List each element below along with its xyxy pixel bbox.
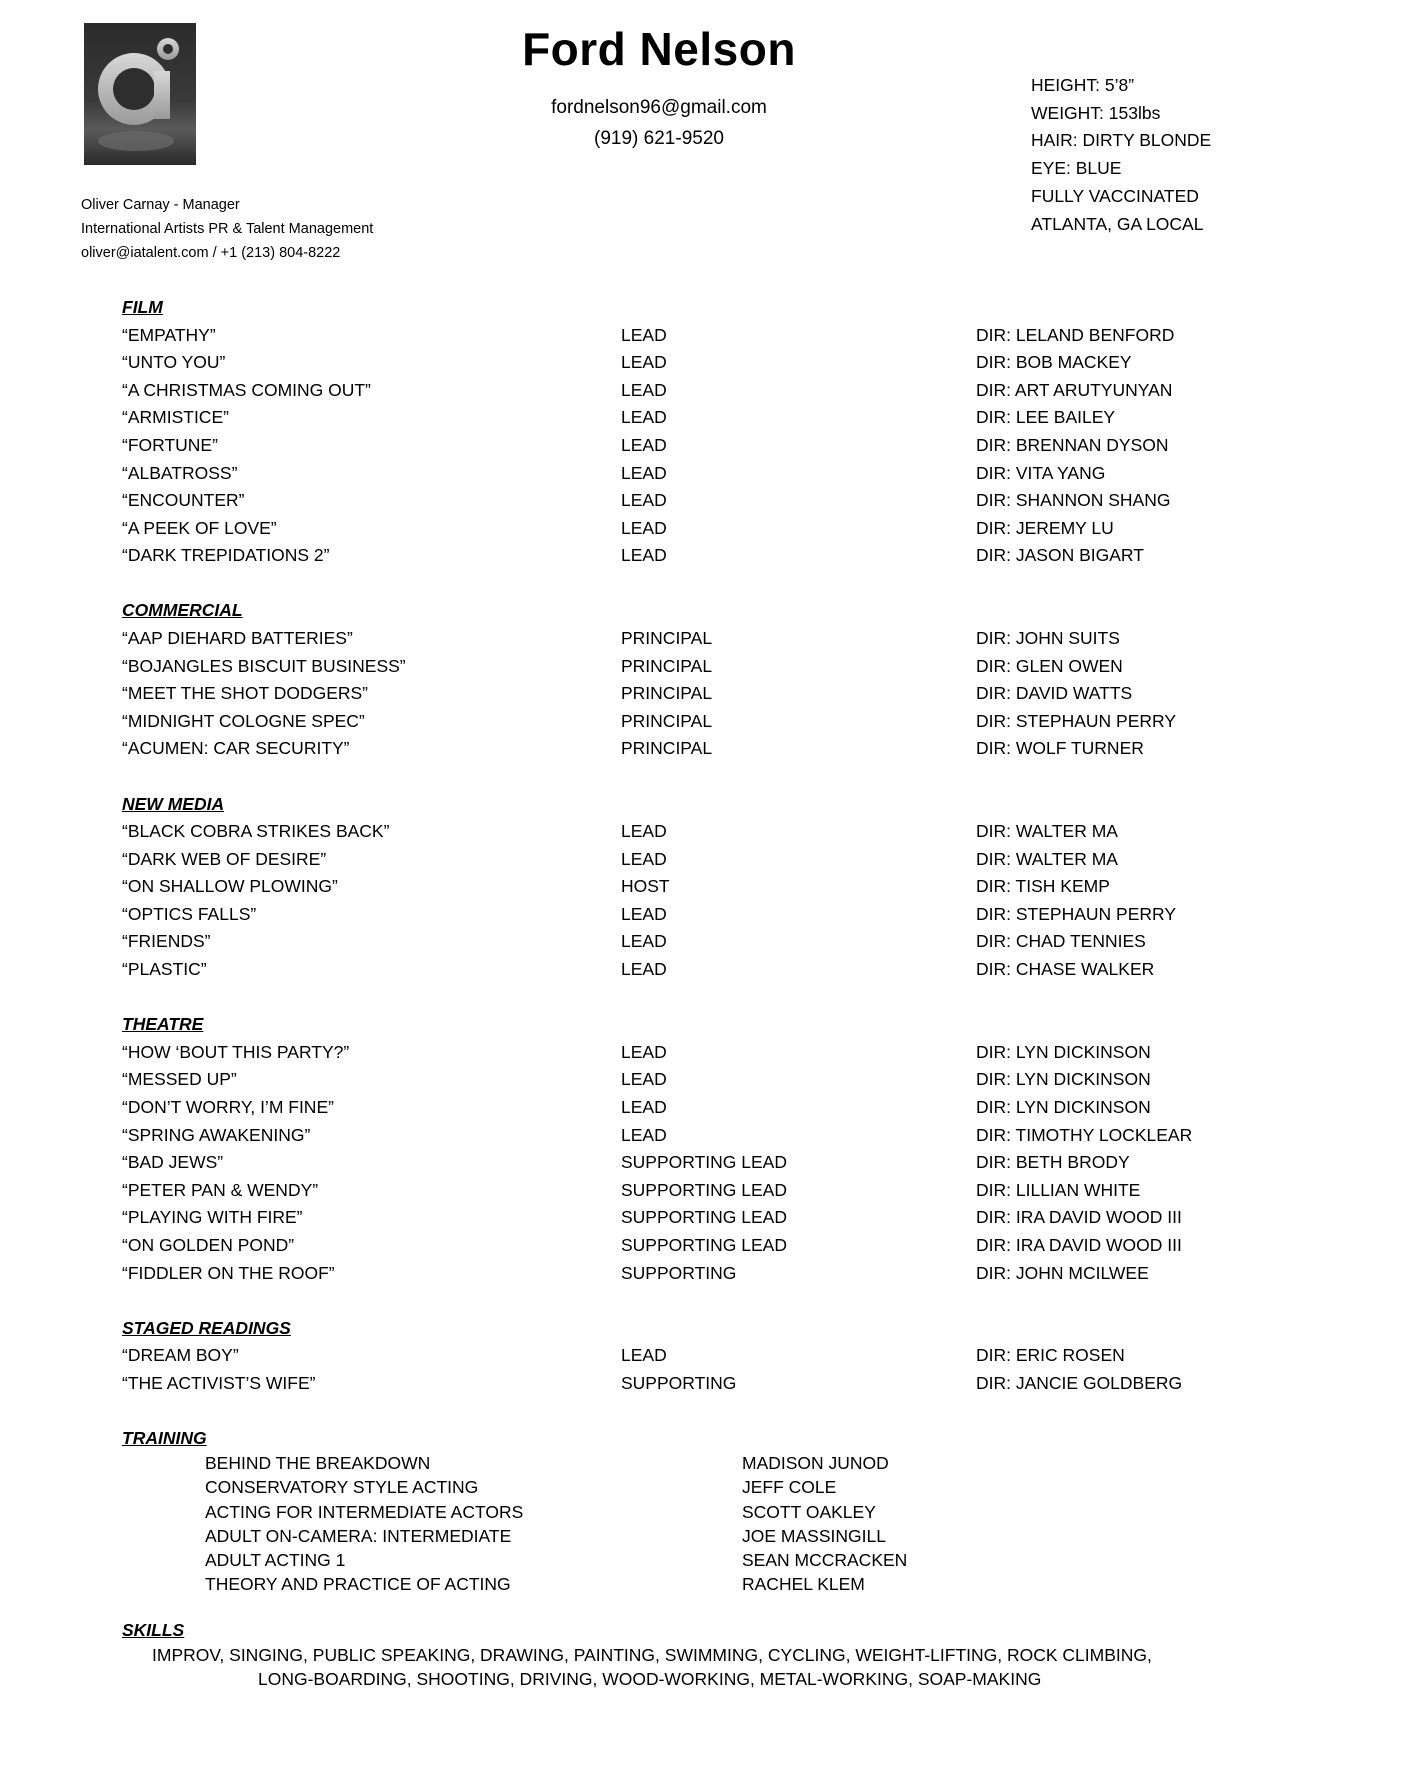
credit-title: “FIDDLER ON THE ROOF”	[122, 1262, 335, 1283]
credit-row	[122, 1204, 1322, 1232]
credit-director: DIR: STEPHAUN PERRY	[976, 903, 1176, 924]
section-theatre	[122, 1011, 1322, 1287]
credit-title: “BOJANGLES BISCUIT BUSINESS”	[122, 655, 406, 676]
credit-role: LEAD	[621, 1096, 667, 1117]
credit-row	[122, 735, 1322, 763]
credit-row	[122, 1177, 1322, 1205]
credit-director: DIR: LEE BAILEY	[976, 407, 1116, 428]
stat-eye: EYE: BLUE	[1031, 158, 1122, 179]
credit-title: “MIDNIGHT COLOGNE SPEC”	[122, 710, 365, 731]
manager-company: International Artists PR & Talent Management	[81, 221, 374, 237]
credit-role: LEAD	[621, 931, 667, 952]
training-instructor: MADISON JUNOD	[742, 1453, 889, 1473]
section-title: SKILLS	[122, 1620, 185, 1640]
credit-row	[122, 349, 1322, 377]
training-instructor: SEAN MCCRACKEN	[742, 1550, 908, 1571]
credit-role: LEAD	[621, 324, 667, 345]
credit-role: LEAD	[621, 1069, 667, 1090]
credit-title: “DREAM BOY”	[122, 1345, 239, 1366]
credit-title: “AAP DIEHARD BATTERIES”	[122, 628, 353, 649]
credit-row	[122, 1260, 1322, 1288]
credit-row	[122, 515, 1322, 543]
credit-director: DIR: JASON BIGART	[976, 545, 1144, 566]
credit-role: SUPPORTING LEAD	[621, 1234, 787, 1255]
credit-title: “MESSED UP”	[122, 1069, 237, 1090]
credit-row	[122, 542, 1322, 570]
credit-title: “FRIENDS”	[122, 931, 211, 952]
training-course: THEORY AND PRACTICE OF ACTING	[205, 1574, 511, 1595]
credit-row	[122, 1122, 1322, 1150]
stat-weight: WEIGHT: 153lbs	[1031, 102, 1161, 123]
credit-row	[122, 1039, 1322, 1067]
credit-director: DIR: TISH KEMP	[976, 876, 1110, 897]
credit-role: LEAD	[621, 462, 667, 483]
credit-row	[122, 653, 1322, 681]
credit-title: “DON’T WORRY, I’M FINE”	[122, 1096, 334, 1117]
credit-director: DIR: WALTER MA	[976, 848, 1118, 869]
credit-director: DIR: JOHN SUITS	[976, 628, 1120, 649]
credit-role: SUPPORTING	[621, 1372, 737, 1393]
credit-role: LEAD	[621, 1124, 667, 1145]
section-title: COMMERCIAL	[122, 600, 243, 621]
contact-block	[459, 92, 859, 154]
credit-title: “PLASTIC”	[122, 959, 207, 980]
stat-height: HEIGHT: 5’8”	[1031, 75, 1135, 95]
stat-vaccination: FULLY VACCINATED	[1031, 185, 1199, 206]
credit-row	[122, 432, 1322, 460]
credit-row	[122, 377, 1322, 405]
section-new-media	[122, 791, 1322, 984]
credit-row	[122, 846, 1322, 874]
credit-role: LEAD	[621, 903, 667, 924]
training-course: ADULT ON-CAMERA: INTERMEDIATE	[205, 1525, 512, 1546]
credit-role: LEAD	[621, 1041, 667, 1062]
stat-hair: HAIR: DIRTY BLONDE	[1031, 130, 1212, 151]
credit-row	[122, 460, 1322, 488]
section-title: FILM	[122, 297, 163, 317]
manager-info	[81, 193, 373, 265]
credit-row	[122, 928, 1322, 956]
training-instructor: SCOTT OAKLEY	[742, 1501, 876, 1522]
credit-director: DIR: LYN DICKINSON	[976, 1041, 1151, 1062]
credit-role: HOST	[621, 876, 670, 897]
physical-stats	[1031, 72, 1211, 238]
credit-title: “HOW ‘BOUT THIS PARTY?”	[122, 1041, 350, 1062]
resume-header	[459, 18, 859, 154]
section-commercial	[122, 597, 1322, 763]
credit-role: LEAD	[621, 434, 667, 455]
credit-row	[122, 901, 1322, 929]
credit-director: DIR: ART ARUTYUNYAN	[976, 379, 1173, 400]
credit-director: DIR: SHANNON SHANG	[976, 490, 1171, 511]
training-instructor: JOE MASSINGILL	[742, 1525, 886, 1546]
credit-director: DIR: IRA DAVID WOOD III	[976, 1234, 1182, 1255]
credit-director: DIR: CHAD TENNIES	[976, 931, 1146, 952]
credit-title: “EMPATHY”	[122, 324, 216, 345]
credit-title: “ACUMEN: CAR SECURITY”	[122, 738, 350, 759]
credit-director: DIR: IRA DAVID WOOD III	[976, 1207, 1182, 1228]
credit-row	[122, 1149, 1322, 1177]
skills-line-1: IMPROV, SINGING, PUBLIC SPEAKING, DRAWING, PAINTING, SWIMMING, CYCLING, WEIGHT-LIFTING, ROCK CLIMBING,	[152, 1645, 1152, 1665]
credit-row	[122, 1370, 1322, 1398]
credit-title: “A CHRISTMAS COMING OUT”	[122, 379, 371, 400]
credit-role: PRINCIPAL	[621, 655, 713, 676]
section-film	[122, 294, 1322, 570]
training-instructor: JEFF COLE	[742, 1477, 837, 1498]
credit-director: DIR: LELAND BENFORD	[976, 324, 1175, 345]
credit-title: “PETER PAN & WENDY”	[122, 1179, 319, 1200]
credit-director: DIR: WALTER MA	[976, 821, 1118, 842]
credit-director: DIR: VITA YANG	[976, 462, 1106, 483]
credit-row	[122, 1094, 1322, 1122]
credit-director: DIR: BETH BRODY	[976, 1152, 1130, 1173]
training-row	[122, 1548, 1322, 1572]
credit-role: LEAD	[621, 407, 667, 428]
credit-role: SUPPORTING	[621, 1262, 737, 1283]
credit-role: LEAD	[621, 352, 667, 373]
credit-director: DIR: BOB MACKEY	[976, 352, 1132, 373]
section-title: TRAINING	[122, 1428, 207, 1448]
credit-title: “THE ACTIVIST’S WIFE”	[122, 1372, 316, 1393]
ia-logo-icon	[84, 23, 196, 165]
credit-row	[122, 322, 1322, 350]
credit-title: “A PEEK OF LOVE”	[122, 517, 277, 538]
section-title: THEATRE	[122, 1014, 204, 1035]
credit-title: “ALBATROSS”	[122, 462, 238, 483]
training-course: ADULT ACTING 1	[205, 1550, 346, 1571]
credit-row	[122, 625, 1322, 653]
agency-logo	[84, 23, 196, 165]
credit-title: “PLAYING WITH FIRE”	[122, 1207, 303, 1228]
credit-title: “SPRING AWAKENING”	[122, 1124, 311, 1145]
training-row	[122, 1524, 1322, 1548]
credit-title: “ON GOLDEN POND”	[122, 1234, 295, 1255]
credit-role: PRINCIPAL	[621, 738, 713, 759]
training-course: BEHIND THE BREAKDOWN	[205, 1453, 431, 1473]
credit-role: PRINCIPAL	[621, 683, 713, 704]
training-course: ACTING FOR INTERMEDIATE ACTORS	[205, 1501, 524, 1522]
section-title: STAGED READINGS	[122, 1317, 291, 1338]
section-title: NEW MEDIA	[122, 793, 225, 814]
manager-contact: oliver@iatalent.com / +1 (213) 804-8222	[81, 245, 341, 261]
credit-role: LEAD	[621, 1345, 667, 1366]
credit-director: DIR: LILLIAN WHITE	[976, 1179, 1141, 1200]
credit-role: PRINCIPAL	[621, 628, 713, 649]
credit-row	[122, 680, 1322, 708]
credit-director: DIR: GLEN OWEN	[976, 655, 1123, 676]
section-training	[122, 1425, 1322, 1597]
credit-director: DIR: JOHN MCILWEE	[976, 1262, 1149, 1283]
credit-role: LEAD	[621, 517, 667, 538]
credit-title: “OPTICS FALLS”	[122, 903, 257, 924]
credit-director: DIR: LYN DICKINSON	[976, 1096, 1151, 1117]
training-course: CONSERVATORY STYLE ACTING	[205, 1477, 479, 1498]
credit-row	[122, 1066, 1322, 1094]
training-list	[122, 1451, 1322, 1597]
credit-role: LEAD	[621, 545, 667, 566]
credit-role: PRINCIPAL	[621, 710, 713, 731]
credit-title: “UNTO YOU”	[122, 352, 226, 373]
credit-director: DIR: ERIC ROSEN	[976, 1345, 1125, 1366]
credit-title: “FORTUNE”	[122, 434, 218, 455]
credit-title: “ENCOUNTER”	[122, 490, 245, 511]
section-staged-readings	[122, 1315, 1322, 1398]
credits	[122, 294, 1322, 1425]
training-row	[122, 1500, 1322, 1524]
credit-director: DIR: TIMOTHY LOCKLEAR	[976, 1124, 1193, 1145]
actor-email: fordnelson96@gmail.com	[551, 97, 767, 118]
skills-line-2: LONG-BOARDING, SHOOTING, DRIVING, WOOD-WORKING, METAL-WORKING, SOAP-MAKING	[258, 1669, 1042, 1689]
manager-name: Oliver Carnay - Manager	[81, 197, 240, 213]
credit-row	[122, 404, 1322, 432]
credit-row	[122, 1232, 1322, 1260]
credit-director: DIR: LYN DICKINSON	[976, 1069, 1151, 1090]
credit-title: “ARMISTICE”	[122, 407, 229, 428]
credit-role: SUPPORTING LEAD	[621, 1152, 787, 1173]
actor-name: Ford Nelson	[522, 23, 796, 75]
credit-director: DIR: DAVID WATTS	[976, 683, 1133, 704]
credit-row	[122, 708, 1322, 736]
credit-row	[122, 1342, 1322, 1370]
credit-role: LEAD	[621, 490, 667, 511]
credit-role: LEAD	[621, 821, 667, 842]
credit-title: “ON SHALLOW PLOWING”	[122, 876, 338, 897]
credit-role: LEAD	[621, 959, 667, 980]
credit-director: DIR: BRENNAN DYSON	[976, 434, 1169, 455]
credit-title: “DARK WEB OF DESIRE”	[122, 848, 327, 869]
actor-phone: (919) 621-9520	[594, 128, 724, 149]
credit-row	[122, 818, 1322, 846]
credit-title: “MEET THE SHOT DODGERS”	[122, 683, 368, 704]
credit-director: DIR: STEPHAUN PERRY	[976, 710, 1176, 731]
credit-title: “BAD JEWS”	[122, 1152, 224, 1173]
training-row	[122, 1475, 1322, 1499]
credit-role: SUPPORTING LEAD	[621, 1179, 787, 1200]
credit-director: DIR: CHASE WALKER	[976, 959, 1155, 980]
credit-role: SUPPORTING LEAD	[621, 1207, 787, 1228]
credit-title: “BLACK COBRA STRIKES BACK”	[122, 821, 390, 842]
stat-location: ATLANTA, GA LOCAL	[1031, 213, 1204, 234]
training-row	[122, 1451, 1322, 1475]
credit-title: “DARK TREPIDATIONS 2”	[122, 545, 330, 566]
training-instructor: RACHEL KLEM	[742, 1574, 865, 1595]
credit-director: DIR: JANCIE GOLDBERG	[976, 1372, 1183, 1393]
section-skills	[122, 1617, 1322, 1691]
credit-row	[122, 956, 1322, 984]
credit-row	[122, 487, 1322, 515]
credit-director: DIR: WOLF TURNER	[976, 738, 1144, 759]
training-row	[122, 1572, 1322, 1596]
credit-role: LEAD	[621, 379, 667, 400]
credit-role: LEAD	[621, 848, 667, 869]
credit-row	[122, 873, 1322, 901]
credit-director: DIR: JEREMY LU	[976, 517, 1114, 538]
